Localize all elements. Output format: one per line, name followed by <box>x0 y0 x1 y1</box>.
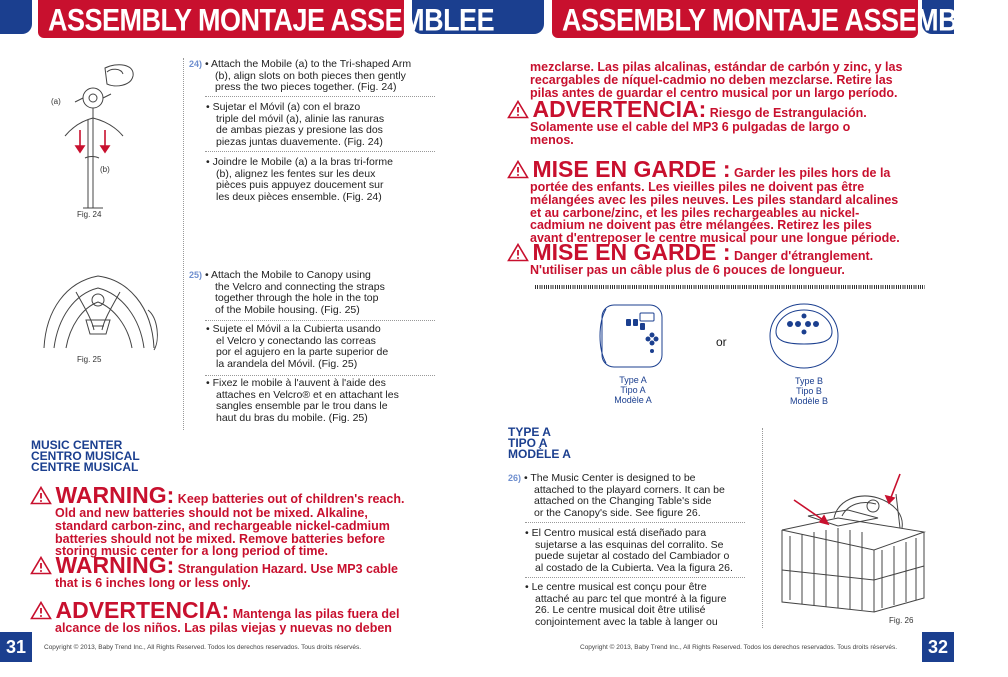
advertencia-strangulation-es <box>507 97 927 147</box>
step25-es-line-0: • Sujete el Móvil a la Cubierta usando <box>206 323 381 335</box>
misegarde1-line-4: avant d'entreposer le centre musical pour une longue période. <box>530 231 900 246</box>
advertencia2-line-0: Solamente use el cable del MP3 6 pulgadas de largo o <box>530 120 851 134</box>
misegarde2-line-0: N'utiliser pas un câble plus de 6 pouces de longueur. <box>530 263 845 277</box>
type-a-caption-fr: Modèle A <box>614 395 652 405</box>
figure-25-illustration <box>36 270 161 352</box>
step25-en <box>189 270 439 316</box>
step26-fr-line-2: 26. Le centre musical doit être utilisé <box>535 604 706 617</box>
step24-es-line-3: piezas juntas duavemente. (Fig. 24) <box>216 135 383 148</box>
advertencia2-line-1: menos. <box>530 132 574 147</box>
step26-sep-2 <box>525 577 745 578</box>
type-a-heading <box>508 427 571 460</box>
step26-sep-1 <box>525 522 745 523</box>
right-cont-line-1: recargables de níquel-cadmio no deben mezclarse. Retire las <box>530 72 893 87</box>
warning2-first-line: Strangulation Hazard. Use MP3 cable <box>177 562 398 576</box>
misegarde1-line-2: et au carbone/zinc, et les piles rechargeables au nickel- <box>530 205 860 220</box>
step25-fr-line-0: • Fixez le mobile à l'auvent à l'aide des <box>206 377 386 389</box>
type-a-heading-es: TIPO A <box>508 436 548 450</box>
step26-en-line-1: attached to the playard corners. It can be <box>534 483 725 496</box>
advertencia-batteries-es <box>30 598 430 635</box>
type-b-caption-es: Tipo B <box>796 386 822 396</box>
advertencia1-first-line: Mantenga las pilas fuera del <box>232 607 400 621</box>
step24-en <box>189 59 439 94</box>
warning-triangle-icon <box>507 160 529 179</box>
left-column-divider <box>183 58 184 430</box>
step26-es-line-3: al costado de la Cubierta. Vea la figura 26. <box>535 561 733 574</box>
music-center-heading-en: MUSIC CENTER <box>31 438 123 452</box>
step25-en-line-3: of the Mobile housing. (Fig. 25) <box>215 303 360 316</box>
type-b-caption-fr: Modèle B <box>789 396 829 406</box>
step25-fr <box>206 378 446 424</box>
step25-sep-2 <box>205 375 435 376</box>
type-b-caption <box>779 376 839 406</box>
right-cont-line-0: mezclarse. Las pilas alcalinas, estándar de carbón y zinc, y las <box>530 60 903 74</box>
warning1-line-2: batteries should not be mixed. Remove batteries before <box>55 531 385 546</box>
step24-en-line-2: press the two pieces together. (Fig. 24) <box>215 81 397 94</box>
step26-es <box>525 528 760 574</box>
step26-fr-line-3: conjointement avec la table à langer ou <box>535 615 718 628</box>
warning2-line-0: that is 6 inches long or less only. <box>55 576 251 590</box>
right-copyright: Copyright © 2013, Baby Trend Inc., All Rights Reserved. Todos los derechos reservados. Tous droits réservés. <box>580 644 898 651</box>
music-center-type-a-illustration <box>596 303 668 369</box>
step25-es-line-1: el Velcro y conectando las correas <box>216 334 376 347</box>
step25-es-line-3: la arandela del Móvil. (Fig. 25) <box>216 357 358 370</box>
step25-number: 25) <box>189 270 203 280</box>
fig24-label-b: (b) <box>100 165 110 174</box>
advertencia1-title: ADVERTENCIA: <box>55 597 230 623</box>
advertencia2-title: ADVERTENCIA: <box>532 96 707 122</box>
figure-24-illustration <box>45 58 165 208</box>
warning-batteries-en <box>30 483 430 558</box>
step24-sep-2 <box>205 151 435 152</box>
step24-fr-line-3: les deux pièces ensemble. (Fig. 24) <box>216 190 382 203</box>
step24-en-line-1: (b), align slots on both pieces then gently <box>215 69 406 82</box>
warning1-line-3: storing music center for a long period of time. <box>55 544 328 559</box>
warning-triangle-icon <box>507 100 529 119</box>
step24-es-line-1: triple del móvil (a), alinie las ranuras <box>216 112 385 125</box>
misegarde1-line-1: mélangées avec les piles neuves. Les piles standard alcalines <box>530 192 899 207</box>
right-header-title-box <box>550 0 1008 40</box>
left-page-title: ASSEMBLY MONTAJE ASSEMBLEE <box>48 3 495 38</box>
step24-sep-1 <box>205 96 435 97</box>
step25-en-line-2: together through the hole in the top <box>215 292 379 305</box>
figure-26-illustration <box>778 470 928 612</box>
step26-es-line-0: • El Centro musical está diseñado para <box>525 527 707 539</box>
warning1-title: WARNING: <box>55 482 175 508</box>
warning1-line-0: Old and new batteries should not be mixed. Alkaline, <box>55 506 368 520</box>
warning-triangle-icon <box>30 601 52 620</box>
misegarde1-first-line: Garder les piles hors de la <box>734 166 891 180</box>
step24-es-line-0: • Sujetar el Móvil (a) con el brazo <box>206 101 361 113</box>
misegarde2-title: MISE EN GARDE : <box>532 239 731 265</box>
fig24-caption: Fig. 24 <box>77 210 102 219</box>
right-column-divider <box>762 428 763 628</box>
right-cont-line-2: pilas antes de guardar el centro musical por un largo período. <box>530 85 898 100</box>
step25-en-line-1: the Velcro and connecting the straps <box>215 280 385 293</box>
fig26-caption: Fig. 26 <box>889 616 914 625</box>
mise-en-garde-strangulation-fr <box>507 240 927 277</box>
advertencia2-first-line: Riesgo de Estrangulación. <box>709 106 867 120</box>
step25-es-line-2: por el agujero en la parte superior de <box>216 346 389 359</box>
step26-fr-line-1: attaché au parc tel que montré à la figure <box>535 592 727 605</box>
step26-es-line-2: puede sujetar al costado del Cambiador o <box>535 550 730 563</box>
warning1-line-1: standard carbon-zinc, and rechargeable nickel-cadmium <box>55 518 390 533</box>
fig25-caption: Fig. 25 <box>77 355 102 364</box>
step26-en-line-3: or the Canopy's side. See figure 26. <box>534 506 701 519</box>
step25-fr-line-2: sangles ensemble par le trou dans le <box>216 400 388 413</box>
type-a-heading-fr: MODÈLE A <box>508 447 571 461</box>
step24-fr-line-1: (b), alignez les fentes sur les deux <box>216 167 376 180</box>
type-b-caption-en: Type B <box>794 376 823 386</box>
warning-strangulation-en <box>30 553 430 590</box>
music-center-type-b-illustration <box>768 302 840 370</box>
step26-en-line-2: attached on the Changing Table's side <box>534 495 712 508</box>
or-label: or <box>716 335 727 349</box>
left-page-number: 31 <box>0 632 32 662</box>
step25-sep-1 <box>205 320 435 321</box>
step26-fr-line-0: • Le centre musical est conçu pour être <box>525 581 707 593</box>
misegarde2-first-line: Danger d'étranglement. <box>734 249 874 263</box>
left-header-band <box>0 0 32 34</box>
fig24-label-a: (a) <box>51 97 61 106</box>
step26-en <box>508 473 758 519</box>
step24-fr <box>206 157 441 203</box>
right-page-number: 32 <box>922 632 954 662</box>
music-center-heading-es: CENTRO MUSICAL <box>31 449 140 463</box>
step26-es-line-1: sujetarse a las esquinas del corralito. Se <box>535 538 724 551</box>
step26-en-line-0: • The Music Center is designed to be <box>523 472 696 484</box>
warning-triangle-icon <box>30 556 52 575</box>
step24-en-line-0: • Attach the Mobile (a) to the Tri-shaped Arm <box>204 58 412 70</box>
advertencia1-line-0: alcance de los niños. Las pilas viejas y nuevas no deben <box>55 621 392 635</box>
misegarde1-title: MISE EN GARDE : <box>532 156 731 182</box>
step24-es-line-2: de ambas piezas y presione las dos <box>216 124 383 137</box>
step24-fr-line-2: pièces puis appuyez doucement sur <box>216 179 384 192</box>
step26-fr <box>525 582 760 628</box>
misegarde1-line-0: portée des enfants. Les vieilles piles ne doivent pas être <box>530 180 865 194</box>
step26-number: 26) <box>508 473 522 483</box>
section-divider <box>535 285 925 289</box>
step25-fr-line-1: attaches en Velcro® et en attachant les <box>216 388 399 401</box>
music-center-heading-fr: CENTRE MUSICAL <box>31 460 139 474</box>
step25-fr-line-3: haut du bras du mobile. (Fig. 25) <box>216 411 368 424</box>
right-page-title: ASSEMBLY MONTAJE ASSEMBLEE <box>562 3 1008 38</box>
warning2-title: WARNING: <box>55 552 175 578</box>
music-center-heading <box>31 440 140 473</box>
type-a-caption-en: Type A <box>619 375 647 385</box>
type-a-heading-en: TYPE A <box>508 425 551 439</box>
left-copyright: Copyright © 2013, Baby Trend Inc., All Rights Reserved. Todos los derechos reservados. Tous droits réservés. <box>44 644 362 651</box>
step24-number: 24) <box>189 59 203 69</box>
misegarde1-line-3: cadmium ne doivent pas être mélangées. Retirez les piles <box>530 218 872 233</box>
mise-en-garde-batteries-fr <box>507 157 927 245</box>
step25-en-line-0: • Attach the Mobile to Canopy using <box>204 269 371 281</box>
warning-triangle-icon <box>507 243 529 262</box>
warning1-first-line: Keep batteries out of children's reach. <box>177 492 405 506</box>
advertencia-continuation <box>530 61 930 99</box>
step25-es <box>206 324 441 370</box>
step24-es <box>206 102 441 148</box>
warning-triangle-icon <box>30 486 52 505</box>
type-a-caption-es: Tipo A <box>620 385 646 395</box>
left-header-title-box <box>36 0 495 40</box>
type-a-caption <box>603 375 663 405</box>
step24-fr-line-0: • Joindre le Mobile (a) a la bras tri-forme <box>206 156 393 168</box>
